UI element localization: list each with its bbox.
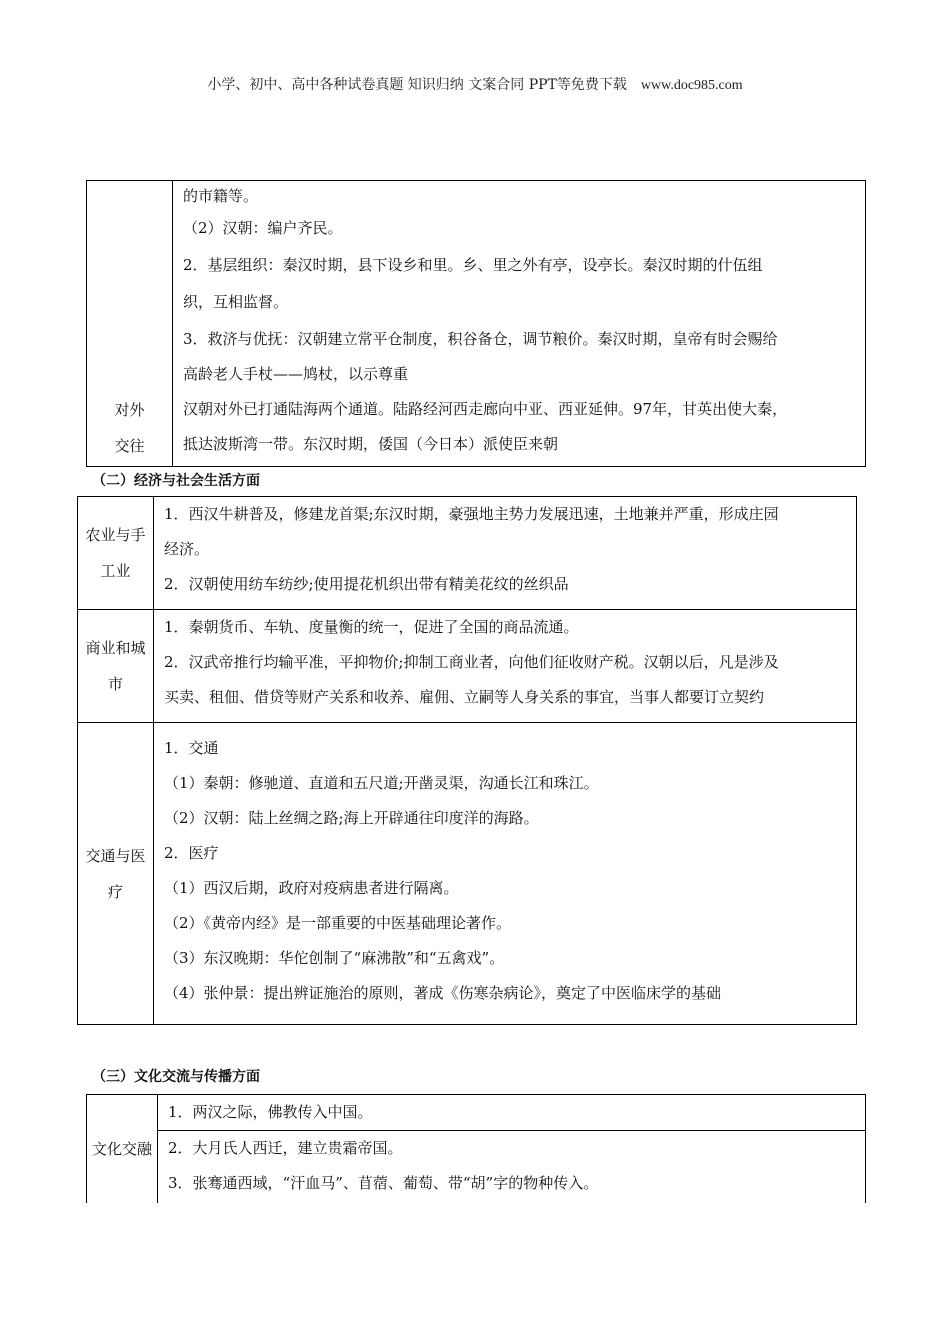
- content-line: 2．基层组织：秦汉时期，县下设乡和里。乡、里之外有亭，设亭长。秦汉时期的什伍组: [183, 256, 763, 274]
- label-line: 对外: [114, 401, 145, 419]
- content-line: （4）张仲景：提出辨证施治的原则，著成《伤寒杂病论》，奠定了中医临床学的基础: [164, 984, 722, 1002]
- row-label-agriculture: [78, 497, 154, 610]
- table-row: [87, 181, 866, 391]
- header-domain: www.doc985.com: [640, 78, 743, 93]
- content-line: 2．汉武帝推行均输平准，平抑物价;抑制工商业者，向他们征收财产税。汉朝以后，凡是涉及: [164, 653, 779, 671]
- culture-table: [86, 1094, 866, 1203]
- row-content-commerce: [154, 610, 857, 723]
- table-row: [87, 390, 866, 467]
- row-label-foreign-exchange: [87, 181, 173, 467]
- page-header: [0, 74, 950, 94]
- label-line: 农业与手: [85, 526, 146, 544]
- content-line: 的市籍等。: [183, 187, 259, 205]
- content-line: （1）秦朝：修驰道、直道和五尺道;开凿灵渠，沟通长江和珠江。: [164, 774, 599, 792]
- content-line: （2）汉朝：编户齐民。: [183, 219, 343, 237]
- row-content-cultural-fusion: [158, 1095, 866, 1203]
- content-line: 3．救济与优抚：汉朝建立常平仓制度，积谷备仓，调节粮价。秦汉时期，皇帝有时会赐给: [183, 330, 778, 348]
- content-line: 织，互相监督。: [183, 293, 289, 311]
- content-line: （2）《黄帝内经》是一部重要的中医基础理论著作。: [164, 914, 512, 932]
- content-line: （3）东汉晚期：华佗创制了“麻沸散”和“五禽戏”。: [164, 949, 505, 967]
- label-line: 疗: [107, 882, 123, 901]
- content-line: 汉朝对外已打通陆海两个通道。陆路经河西走廊向中亚、西亚延伸。97年，甘英出使大秦，: [183, 400, 788, 418]
- label-line: 市: [107, 675, 123, 693]
- content-line: 1．西汉牛耕普及，修建龙首渠;东汉时期，豪强地主势力发展迅速，土地兼并严重，形成庄园: [164, 505, 779, 523]
- table-row: [78, 610, 857, 723]
- content-line: 抵达波斯湾一带。东汉时期，倭国（今日本）派使臣来朝: [183, 435, 559, 453]
- table-row: [78, 497, 857, 610]
- content-line: 1．交通: [164, 739, 219, 757]
- row-content-agriculture: [154, 497, 857, 610]
- label-line: 工业: [100, 562, 131, 580]
- header-text: 小学、初中、高中各种试卷真题 知识归纳 文案合同 PPT等免费下载: [207, 77, 627, 93]
- row-content-foreign-exchange: [173, 390, 866, 467]
- content-line: 买卖、租佃、借贷等财产关系和收养、雇佣、立嗣等人身关系的事宜，当事人都要订立契约: [164, 688, 765, 706]
- content-line: 2．汉朝使用纺车纺纱;使用提花机织出带有精美花纹的丝织品: [164, 575, 569, 593]
- section-title-culture: （三）文化交流与传播方面: [92, 1069, 260, 1085]
- politics-table-continued: [86, 180, 866, 467]
- content-line: 2．大月氏人西迁，建立贵霜帝国。: [168, 1139, 403, 1157]
- row-label-cultural-fusion: [87, 1095, 158, 1203]
- content-line: 3．张骞通西域，“汗血马”、苜蓿、葡萄、带“胡”字的物种传入。: [168, 1174, 599, 1192]
- content-line: （1）西汉后期，政府对疫病患者进行隔离。: [164, 879, 459, 897]
- row-content: [173, 181, 866, 391]
- label-line: 交通与医: [85, 846, 146, 865]
- label-line: 文化交融: [91, 1139, 152, 1158]
- label-line: 商业和城: [85, 639, 146, 657]
- row-label-commerce: [78, 610, 154, 723]
- content-line: 1．秦朝货币、车轨、度量衡的统一，促进了全国的商品流通。: [164, 618, 579, 636]
- economy-table: [77, 496, 857, 1025]
- content-line: 经济。: [164, 540, 210, 558]
- table-row: [78, 723, 857, 1025]
- section-title-economy: （二）经济与社会生活方面: [92, 473, 260, 489]
- table-row: [87, 1095, 866, 1203]
- row-content-transport-medical: [154, 723, 857, 1025]
- content-line: 高龄老人手杖——鸠杖，以示尊重: [183, 365, 409, 383]
- label-line: 交往: [114, 437, 145, 455]
- row-label-transport-medical: [78, 723, 154, 1025]
- content-line: 1．两汉之际，佛教传入中国。: [158, 1095, 865, 1131]
- content-line: （2）汉朝：陆上丝绸之路;海上开辟通往印度洋的海路。: [164, 809, 539, 827]
- content-line: 2．医疗: [164, 844, 219, 862]
